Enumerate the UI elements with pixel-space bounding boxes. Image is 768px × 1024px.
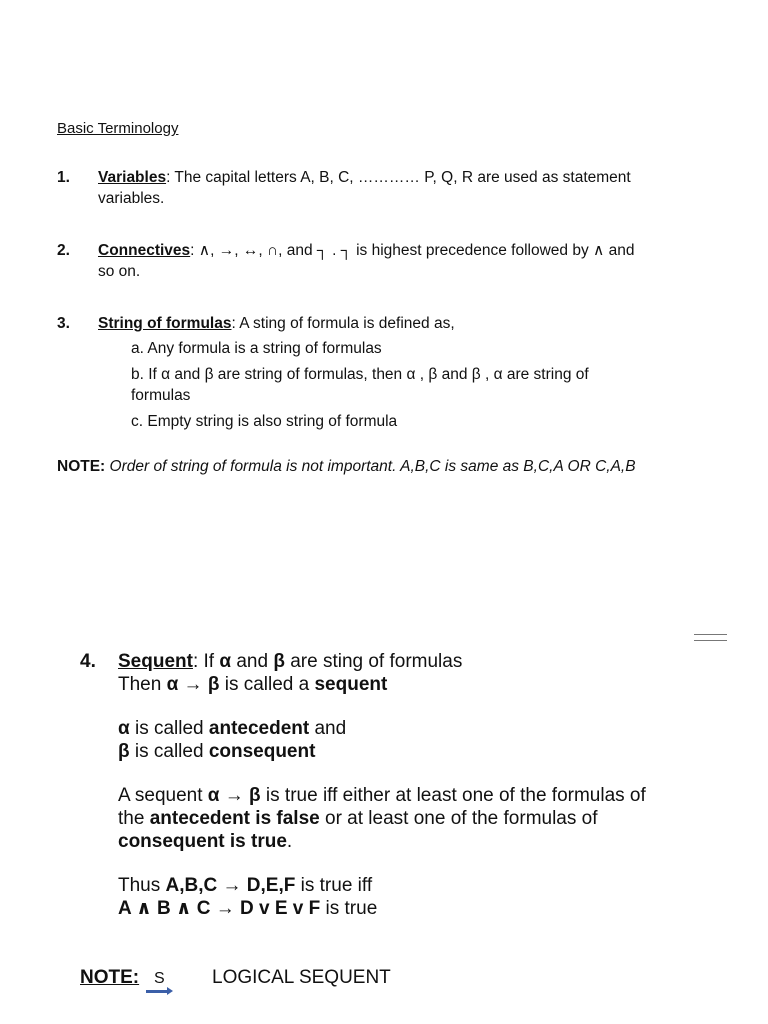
subitem-a: a. Any formula is a string of formulas	[131, 340, 382, 357]
consequent-line	[118, 740, 738, 763]
subitem-b-cont: formulas	[131, 387, 191, 404]
text: A sequent	[118, 785, 208, 806]
item-text-cont: so on.	[98, 263, 141, 280]
term-consequent: consequent	[208, 741, 316, 762]
item-text-cont: variables.	[98, 190, 165, 207]
formula: A,B,C → D,E,F	[165, 875, 296, 896]
text: is called	[129, 718, 209, 739]
decorative-line	[694, 634, 727, 636]
formula: A ∧ B ∧ C → D v E v F	[118, 898, 321, 919]
decorative-line	[694, 640, 727, 642]
thus-line	[118, 874, 738, 897]
text: the	[118, 808, 150, 829]
list-item-connectives	[57, 240, 697, 284]
item-number: 4.	[80, 651, 96, 672]
list-item-string-of-formulas	[57, 313, 717, 438]
beta: β	[118, 741, 130, 762]
text: .	[286, 831, 293, 852]
note-label: NOTE:	[57, 458, 106, 475]
alpha: α	[118, 718, 130, 739]
list-item-variables	[57, 167, 697, 211]
item-number: 2.	[57, 242, 70, 259]
text: and	[309, 718, 347, 739]
equivalence-line	[118, 897, 738, 920]
subitem-b: b. If α and β are string of formulas, then α , β and β , α are string of	[131, 366, 589, 383]
term-string-of-formulas: String of formulas	[98, 315, 232, 332]
text: Thus	[118, 875, 166, 896]
sequent-line-1	[118, 650, 738, 673]
text: is called a	[219, 674, 315, 695]
formula: α → β	[166, 674, 220, 695]
term-connectives: Connectives	[98, 242, 191, 259]
text: is called	[129, 741, 209, 762]
subitem-c: c. Empty string is also string of formula	[131, 413, 398, 430]
item-number: 1.	[57, 169, 70, 186]
text: or at least one of the formulas of	[319, 808, 598, 829]
note-order	[57, 458, 636, 476]
term-sequent: Sequent	[118, 651, 193, 672]
sequent-line-2	[118, 673, 738, 696]
text: and	[231, 651, 274, 672]
alpha: α	[219, 651, 232, 672]
formula: α → β	[207, 785, 261, 806]
arrow-icon	[146, 990, 169, 993]
emphasis: antecedent is false	[149, 808, 320, 829]
note-text: Order of string of formula is not important. A,B,C is same as B,C,A OR C,A,B	[109, 458, 636, 475]
term-antecedent: antecedent	[208, 718, 310, 739]
item-text: : The capital letters A, B, C, ………… P, Q, R are used as statement	[166, 169, 631, 186]
item-text: : ∧, →, ↔, ∩, and ┐ . ┐ is highest precedence followed by ∧ and	[190, 242, 635, 259]
note-label: NOTE:	[80, 967, 140, 988]
truth-paragraph	[118, 784, 738, 853]
emphasis: consequent is true	[118, 831, 287, 852]
item-text: : A sting of formula is defined as,	[231, 315, 455, 332]
text: : If	[192, 651, 220, 672]
note-text: LOGICAL SEQUENT	[212, 967, 391, 988]
note-logical-sequent	[80, 966, 480, 996]
item-number: 3.	[57, 315, 70, 332]
term: sequent	[314, 674, 388, 695]
text: Then	[118, 674, 167, 695]
antecedent-line	[118, 717, 738, 740]
section-title: Basic Terminology	[57, 120, 179, 137]
text: is true	[320, 898, 378, 919]
term-variables: Variables	[98, 169, 167, 186]
text: are sting of formulas	[284, 651, 463, 672]
beta: β	[273, 651, 285, 672]
text: is true iff either at least one of the formulas of	[260, 785, 646, 806]
text: is true iff	[295, 875, 373, 896]
sequent-symbol: S	[154, 970, 165, 987]
